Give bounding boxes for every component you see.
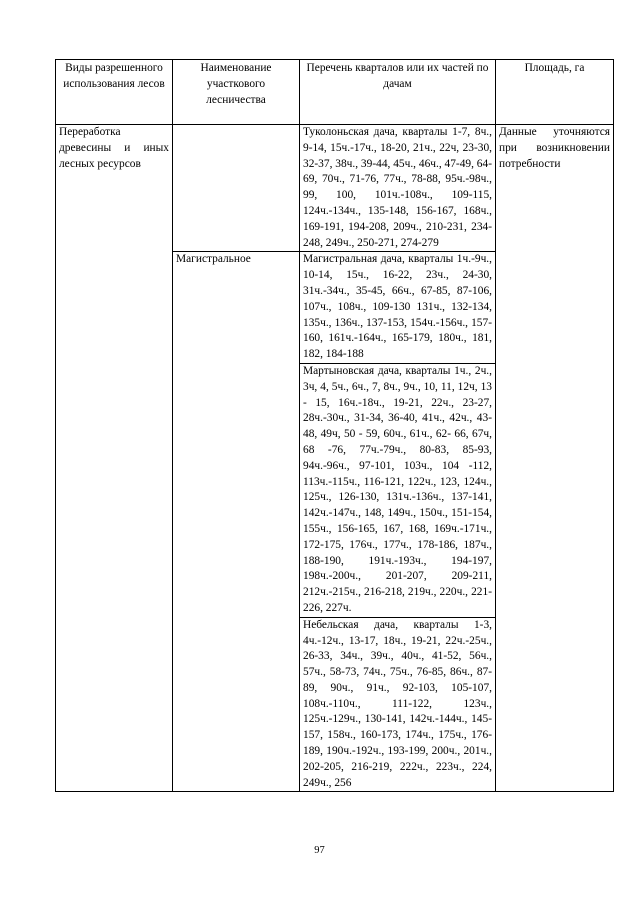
use-type-cell: Переработка древесины и иных лесных ресурсов [56, 125, 173, 792]
header-use-type: Виды разрешенного использования лесов [56, 60, 173, 125]
dacha-cell-tukolonskaya: Туколоньская дача, кварталы 1-7, 8ч., 9-14, 15ч.-17ч., 18-20, 21ч., 22ч, 23-30, 32-37, 38ч., 39-44, 45ч., 46ч., 47-49, 64-69, 70ч., 71-76, 77ч., 78-88, 95ч.-98ч., 99, 100, 101ч.-108ч., 109-115, 124ч.-134ч., 135-148, 156-167, 168ч., 169-191, 194-208, 209ч., 210-231, 234-248, 249ч., 250-271, 274-279 [300, 125, 496, 252]
table-header-row [56, 60, 614, 125]
header-forestry: Наименование участкового лесничества [173, 60, 300, 125]
dacha-cell-nebelskaya: Небельская дача, кварталы 1-3, 4ч.-12ч., 13-17, 18ч., 19-21, 22ч.-25ч., 26-33, 34ч., 39ч., 40ч., 41-52, 56ч., 57ч., 58-73, 74ч., 75ч., 76-85, 86ч., 87-89, 90ч., 91ч., 92-103, 105-107, 108ч.-110ч., 111-122, 123ч., 125ч.-129ч., 130-141, 142ч.-144ч., 145-157, 158ч., 160-173, 174ч., 175ч., 176-189, 190ч.-192ч., 193-199, 200ч., 201ч., 202-205, 216-219, 222ч., 223ч., 224, 249ч., 256 [300, 617, 496, 792]
forest-use-table [55, 59, 614, 792]
forestry-name-cell: Магистральное [173, 252, 300, 792]
dacha-cell-martynovskaya: Мартыновская дача, кварталы 1ч., 2ч., 3ч, 4, 5ч., 6ч., 7, 8ч., 9ч., 10, 11, 12ч, 13 - 15, 16ч.-18ч., 19-21, 22ч., 23-27, 28ч.-30ч., 31-34, 36-40, 41ч., 42ч., 43- 48, 49ч, 50 - 59, 60ч., 61ч., 62- 66, 67ч, 68 -76, 77ч.-79ч., 80-83, 85-93, 94ч.-96ч., 97-101, 103ч., 104 -112, 113ч.-115ч., 116-121, 122ч., 123, 124ч., 125ч., 126-130, 131ч.-136ч., 137-141, 142ч.-147ч., 148, 149ч., 150ч., 151-154, 155ч., 156-165, 167, 168, 169ч.-171ч., 172-175, 176ч., 177ч., 178-186, 187ч., 188-190, 191ч.-193ч., 194-197, 198ч.-200ч., 201-207, 209-211, 212ч.-215ч., 216-218, 219ч., 220ч., 221-226, 227ч. [300, 363, 496, 617]
page-number: 97 [314, 845, 325, 856]
table-row [56, 125, 614, 252]
area-cell: Данные уточняются при возникновении потребности [496, 125, 614, 792]
forestry-empty-cell [173, 125, 300, 252]
header-area: Площадь, га [496, 60, 614, 125]
header-quarters: Перечень кварталов или их частей по дачам [300, 60, 496, 125]
dacha-cell-magistralnaya: Магистральная дача, кварталы 1ч.-9ч., 10-14, 15ч., 16-22, 23ч., 24-30, 31ч.-34ч., 35-45, 66ч., 67-85, 87-106, 107ч., 108ч., 109-130 131ч., 132-134, 135ч., 136ч., 137-153, 154ч.-156ч., 157-160, 161ч.-164ч., 165-179, 180ч., 181, 182, 184-188 [300, 252, 496, 364]
